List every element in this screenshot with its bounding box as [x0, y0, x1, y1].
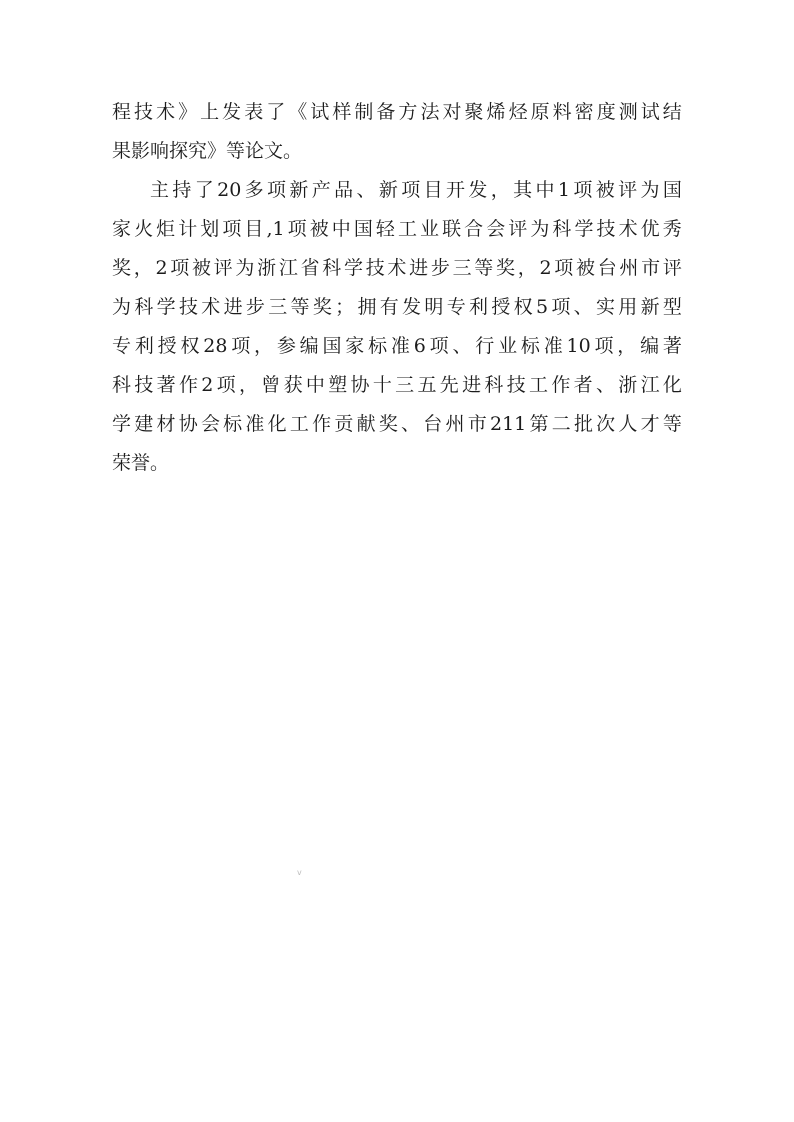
text-line: 奖 ， 2 项 被 评 为 浙 江 省 科 学 技 术 进 步 三 等 奖 ， 2 项 被 台 州 市 评 [112, 257, 682, 279]
scan-mark: v [297, 868, 302, 877]
text-line: 家 火 炬 计 划 项 目 ,1 项 被 中 国 轻 工 业 联 合 会 评 为 科 学 技 术 优 秀 [112, 218, 682, 240]
paragraph-2 [112, 171, 682, 483]
document-body [112, 93, 682, 483]
text-line: 专 利 授 权 28 项 ， 参 编 国 家 标 准 6 项 、 行 业 标 准 10 项 ， 编 著 [112, 335, 682, 357]
text-line: 荣誉。 [112, 452, 170, 474]
text-line: 学 建 材 协 会 标 准 化 工 作 贡 献 奖 、 台 州 市 211 第 二 批 次 人 才 等 [112, 413, 682, 435]
paragraph-1 [112, 93, 682, 171]
text-line: 主 持 了 20 多 项 新 产 品 、 新 项 目 开 发 ， 其 中 1 项 被 评 为 国 [150, 179, 682, 201]
text-line: 程 技 术 》 上 发 表 了 《 试 样 制 备 方 法 对 聚 烯 烃 原 料 密 度 测 试 结 [112, 101, 682, 123]
text-line: 果影响探究》等论文。 [112, 140, 303, 162]
text-line: 为 科 学 技 术 进 步 三 等 奖 ； 拥 有 发 明 专 利 授 权 5 项 、 实 用 新 型 [112, 296, 682, 318]
text-line: 科 技 著 作 2 项 ， 曾 获 中 塑 协 十 三 五 先 进 科 技 工 作 者 、 浙 江 化 [112, 374, 682, 396]
